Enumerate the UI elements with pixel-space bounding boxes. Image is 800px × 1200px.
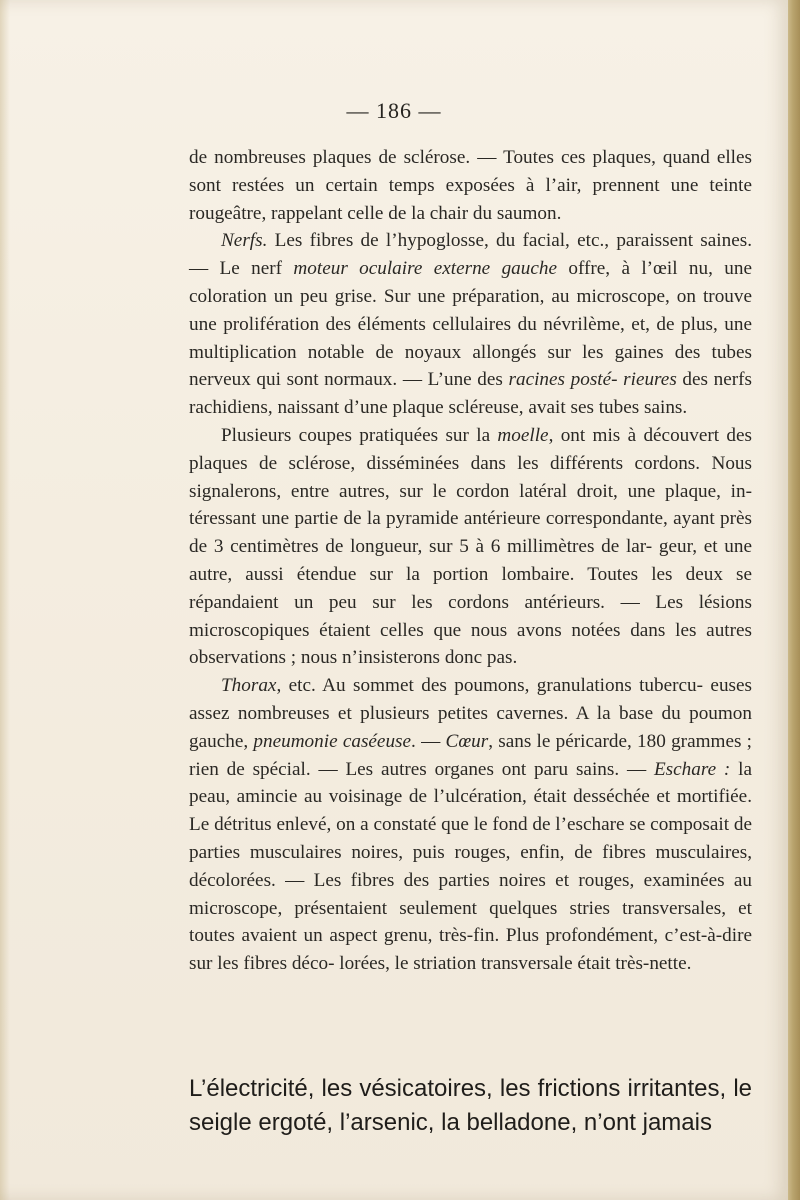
paragraph-3-text-1: Plusieurs coupes pratiquées sur la	[221, 424, 498, 446]
paragraph-2-text-3: des nerfs rachidiens, naissant d’une plaque scléreuse, avait ses tubes sains.	[189, 369, 752, 419]
paragraph-2-lead: Nerfs.	[221, 230, 268, 252]
paragraph-3-italic-1: moelle	[497, 424, 549, 446]
section-heading	[189, 1072, 752, 1140]
page-number: — 186 —	[346, 98, 442, 123]
paragraph-1: de nombreuses plaques de sclérose. — Toutes ces plaques, quand elles sont restées un certain temps exposées à l’air, prennent une teinte rougeâtre, rappelant celle de la chair du saumon.	[189, 147, 752, 224]
paragraph-4-text-2: . —	[411, 730, 446, 752]
paragraph-3-text-2: , ont mis à découvert des plaques de sclérose, disséminées dans les différents cordons. Nous signalerons, entre autres, sur le cordon latéral droit, une plaque, in- téressant une partie de la pyramide antérieure correspondante, ayant près de 3 centimètres de longueur, sur 5 à 6 millimètres de lar- geur, et une autre, aussi étendue sur la portion lombaire. Toutes les deux se répandaient un peu sur les cordons antérieurs. — Les lésions microscopiques étaient celles que nous avons notées dans les autres observations ; nous n’insisterons donc pas.	[189, 424, 752, 669]
paragraph-4-text-1: , etc. Au sommet des poumons, granulations tubercu- euses assez nombreuses et plusieurs petites cavernes. A la base du poumon gauche,	[189, 675, 752, 752]
paragraph-2-text-1: Les fibres de l’hypoglosse, du facial, etc., paraissent saines. — Le nerf	[189, 230, 752, 280]
paragraph-4	[189, 672, 752, 978]
body-text	[189, 144, 752, 978]
paragraph-4-italic-3: Eschare :	[653, 758, 731, 780]
page-edge-shadow	[788, 0, 800, 1200]
page-left-stain	[0, 0, 10, 1200]
paragraph-3	[189, 422, 752, 672]
paragraph-4-text-3: , sans le péricarde, 180 grammes ; rien de spécial. — Les autres organes ont paru sains. —	[189, 730, 753, 780]
paragraph-4-italic-1: pneumonie caséeuse	[253, 730, 412, 752]
paragraph-4-italic-2: Cœur	[445, 730, 489, 752]
paragraph-2-italic-1: moteur oculaire externe gauche	[293, 258, 557, 280]
section-heading-text: L’électricité, les vésicatoires, les frictions irritantes, le seigle ergoté, l’arsenic, la belladone, n’ont jamais	[189, 1075, 752, 1136]
paragraph-2-italic-2: racines posté- rieures	[508, 369, 677, 391]
paragraph-2-text-2: offre, à l’œil nu, une coloration un peu grise. Sur une préparation, au microscope, on trouve une prolifération des éléments cellulaires du névrilème, et, de plus, une multiplication notable de noyaux allongés sur les gaines des tubes nerveux qui sont normaux. — L’une des	[189, 258, 752, 391]
paragraph-2	[189, 227, 752, 422]
paragraph-4-text-4: la peau, amincie au voisinage de l’ulcération, était desséchée et mortifiée. Le détritus enlevé, on a constaté que le fond de l’eschare se composait de parties musculaires noires, puis rouges, enfin, de fibres musculaires, décolorées. — Les fibres des parties noires et rouges, examinées au microscope, présentaient seulement quelques stries transversales, et toutes avaient un aspect grenu, très-fin. Plus profondément, c’est-à-dire sur les fibres déco- lorées, le striation transversale était très-nette.	[189, 758, 752, 975]
paragraph-4-lead: Thorax	[221, 675, 277, 697]
